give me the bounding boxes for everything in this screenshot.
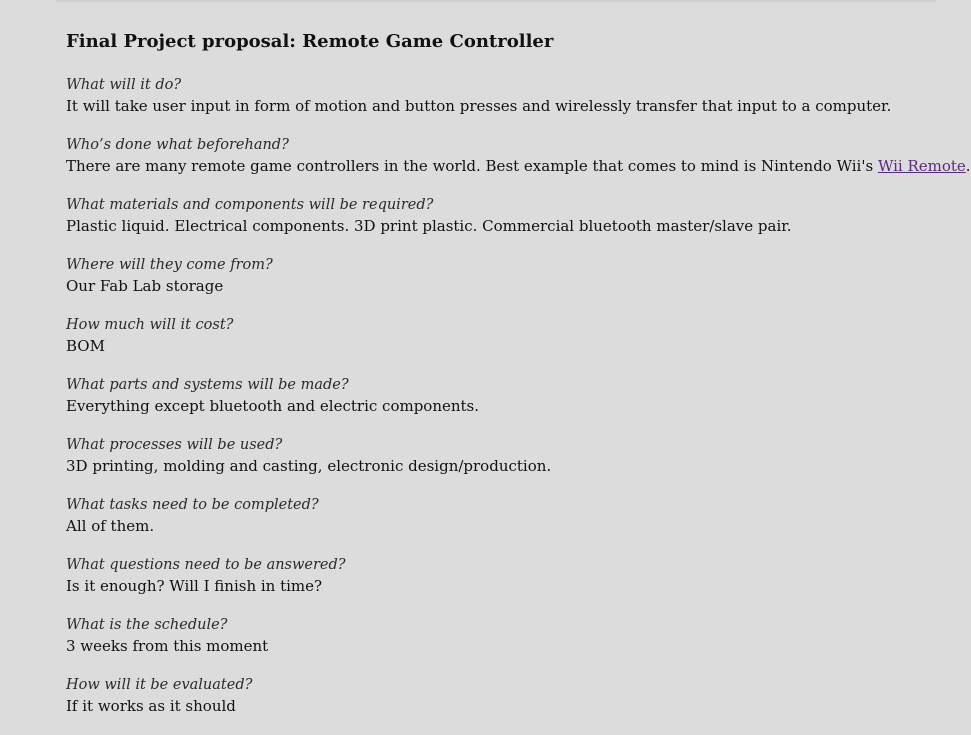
- answer-text: Everything except bluetooth and electric components.: [66, 397, 480, 415]
- answer-text: BOM: [66, 337, 105, 355]
- qa-item-what-will-it-do: [66, 75, 916, 135]
- qa-list: [66, 75, 971, 735]
- top-divider: [56, 0, 936, 2]
- question-text: What will it do?: [66, 77, 182, 93]
- qa-item-evaluation: [66, 675, 916, 735]
- answer-text: Our Fab Lab storage: [66, 277, 224, 295]
- answer-text: Plastic liquid. Electrical components. 3D print plastic. Commercial bluetooth master/slave pair.: [66, 217, 792, 235]
- question-text: How will it be evaluated?: [66, 677, 253, 693]
- qa-item-tasks: [66, 495, 916, 555]
- question-text: Who’s done what beforehand?: [66, 137, 289, 153]
- question-text: What processes will be used?: [66, 437, 283, 453]
- question-text: Where will they come from?: [66, 257, 273, 273]
- qa-item-parts: [66, 375, 916, 435]
- qa-item-questions: [66, 555, 916, 615]
- qa-item-schedule: [66, 615, 916, 675]
- answer-text: All of them.: [66, 517, 155, 535]
- qa-item-processes: [66, 435, 916, 495]
- answer-text: Is it enough? Will I finish in time?: [66, 577, 323, 595]
- question-text: How much will it cost?: [66, 317, 234, 333]
- question-text: What questions need to be answered?: [66, 557, 346, 573]
- question-text: What tasks need to be completed?: [66, 497, 319, 513]
- answer-text: If it works as it should: [66, 697, 236, 715]
- question-text: What parts and systems will be made?: [66, 377, 349, 393]
- answer-text: [66, 155, 971, 177]
- answer-text: 3D printing, molding and casting, electronic design/production.: [66, 457, 552, 475]
- qa-item-materials: [66, 195, 916, 255]
- page-title: Final Project proposal: Remote Game Controller: [66, 31, 554, 52]
- page-content: [66, 30, 971, 735]
- answer-text: It will take user input in form of motion and button presses and wirelessly transfer that input to a computer.: [66, 97, 892, 115]
- answer-text-before-link: There are many remote game controllers in the world. Best example that comes to mind is Nintendo Wii's: [66, 157, 878, 175]
- qa-item-sources: [66, 255, 916, 315]
- qa-item-cost: [66, 315, 916, 375]
- question-text: What is the schedule?: [66, 617, 228, 633]
- question-text: What materials and components will be required?: [66, 197, 434, 213]
- answer-text-after-link: .: [965, 157, 971, 175]
- qa-item-prior-work: [66, 135, 971, 195]
- answer-text: 3 weeks from this moment: [66, 637, 269, 655]
- wii-remote-link[interactable]: Wii Remote: [877, 157, 966, 175]
